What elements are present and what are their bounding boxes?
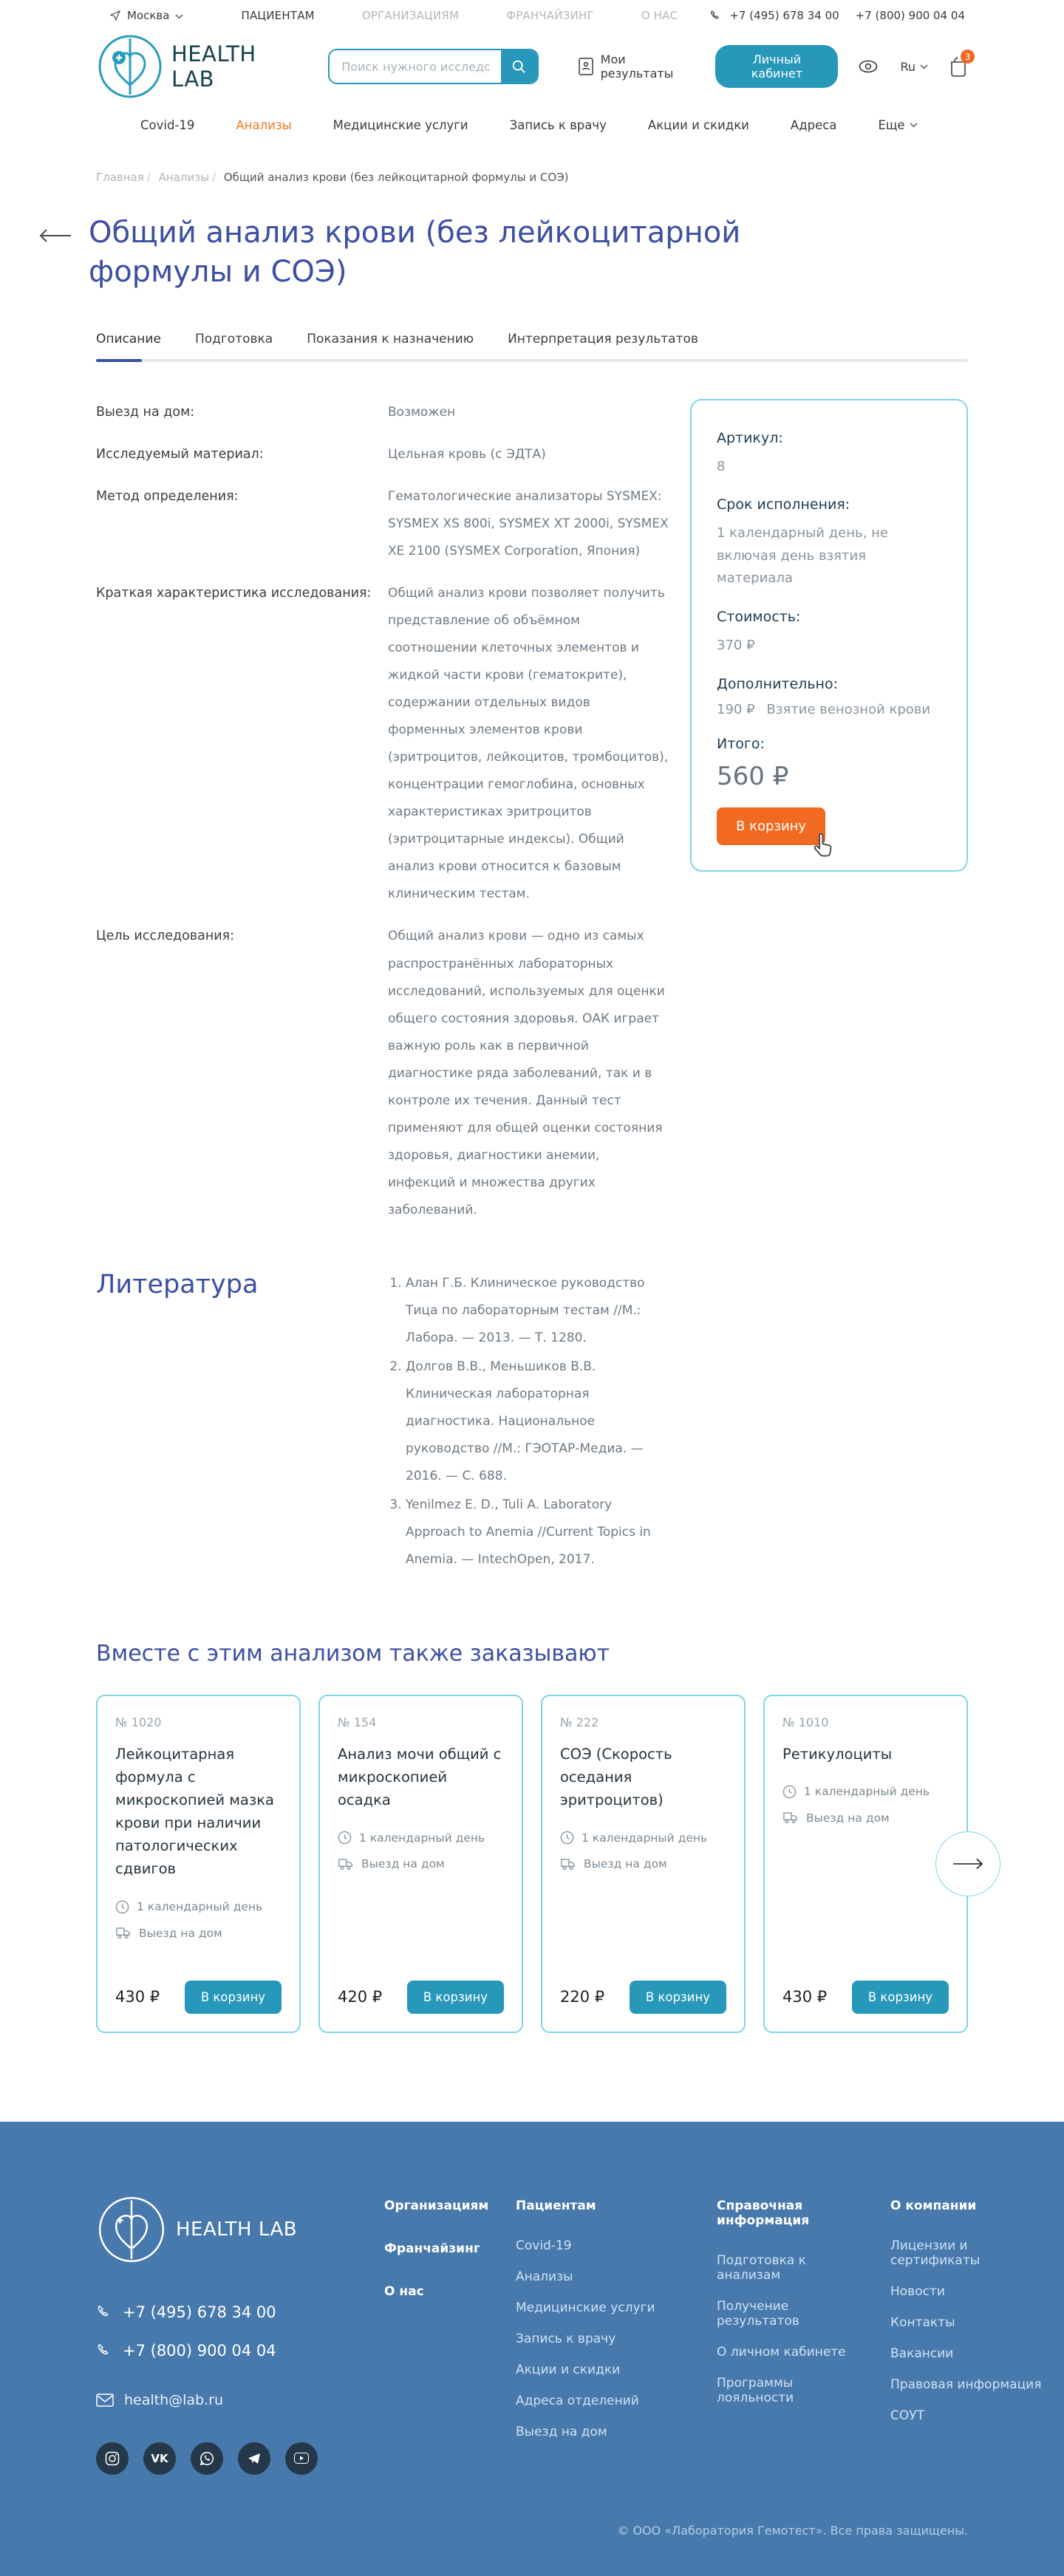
footer-link[interactable]: Программы лояльности [717,2375,794,2405]
phone-number-1[interactable]: +7 (495) 678 34 00 [729,9,839,22]
product-add-to-cart-button[interactable]: В корзину [852,1981,949,2014]
footer-link[interactable]: Новости [890,2283,945,2299]
nav-analyzes[interactable]: Анализы [236,118,292,132]
footer-link[interactable]: Акции и скидки [516,2362,621,2377]
literature-item: 3. Yenilmez E. D., Tuli A. Laboratory Approach to Anemia //Current Topics in Anemia. — IntechOpen, 2017. [406,1492,670,1574]
back-arrow-icon[interactable] [38,228,72,243]
product-title: Лейкоцитарная формула с микроскопией мазка крови при наличии патологических сдвигов [115,1745,274,1878]
nav-promotions[interactable]: Акции и скидки [647,118,749,132]
topbar-link-organizations[interactable]: ОРГАНИЗАЦИЯМ [361,9,460,22]
product-number: № 1020 [115,1715,162,1729]
vk-icon[interactable]: VK [143,2442,176,2475]
nav-medical-services[interactable]: Медицинские услуги [332,118,468,132]
tabs [96,332,968,362]
mouse-cursor-hand [812,832,837,860]
price-label: Стоимость: [717,608,801,625]
description-section [96,399,968,1224]
home-visit-text: Выезд на дом [361,1857,445,1871]
results-document-icon [579,58,593,75]
envelope-icon [96,2394,114,2407]
footer-column-header[interactable]: Справочная информация [717,2198,810,2228]
order-summary-card [690,399,968,872]
footer-link[interactable]: Получение результатов [717,2298,799,2329]
my-results-label: Мои результаты [600,52,674,81]
related-products-section [96,1641,968,2033]
footer-logo[interactable] [96,2194,384,2265]
topbar-link-about[interactable]: О НАС [641,9,678,22]
footer-contacts [96,2194,384,2475]
chevron-down-icon [175,14,183,19]
footer-link[interactable]: Адреса отделений [516,2393,639,2408]
term-text: 1 календарный день [359,1831,485,1845]
telegram-icon[interactable] [238,2442,270,2475]
cart-count-badge: 3 [961,49,975,64]
cart-button[interactable] [949,51,971,78]
topbar-link-franchise[interactable]: ФРАНЧАЙЗИНГ [506,9,594,22]
phone-number-2[interactable]: +7 (800) 900 04 04 [855,9,965,22]
breadcrumb [96,171,968,184]
search-input[interactable] [330,50,501,83]
clock-icon [560,1831,574,1845]
product-title: Ретикулоциты [782,1745,893,1763]
footer-link[interactable]: Правовая информация [890,2377,1042,2392]
product-price: 430 ₽ [782,1988,828,2006]
footer-link[interactable]: Контакты [890,2314,955,2330]
arrow-right-icon [952,1858,983,1870]
term-label: Срок исполнения: [717,496,850,513]
language-label: Ru [900,59,915,74]
home-visit-truck-icon [782,1811,799,1824]
youtube-icon[interactable] [285,2442,318,2475]
footer-link[interactable]: Лицензии и сертификаты [890,2238,981,2268]
page-main [0,171,1064,2033]
home-visit-text: Выезд на дом [584,1857,667,1871]
accessibility-eye-icon[interactable] [859,60,878,73]
footer-link[interactable]: О личном кабинете [717,2344,846,2360]
product-title: СОЭ (Скорость оседания эритроцитов) [560,1745,672,1808]
city-selector[interactable] [96,9,183,22]
footer-phone-2[interactable]: +7 (800) 900 04 04 [123,2341,276,2360]
footer-column-organizations [384,2199,495,2475]
tab-description[interactable]: Описание [96,331,161,346]
add-to-cart-button[interactable] [717,807,825,845]
detail-value: Гематологические анализаторы SYSMEX: SYSMEX XS 800i, SYSMEX XT 2000i, SYSMEX XE 2100 (SYSMEX Corporation, Япония) [388,488,669,558]
term-text: 1 календарный день [137,1900,263,1914]
breadcrumb-analyzes[interactable]: / Анализы [144,171,209,184]
home-visit-text: Выезд на дом [139,1926,222,1940]
copyright-text: © ООО «Лаборатория Гемотест». Все права защищены. [617,2523,968,2538]
carousel-next-button[interactable] [935,1831,1000,1896]
healthlab-logo-icon [96,33,164,100]
literature-item: 2. Долгов В.В., Меньшиков В.В. Клиническая лабораторная диагностика. Национальное руководство //М.: ГЭОТАР-Медиа. — 2016. — С. 688. [406,1353,670,1490]
breadcrumb-current: / Общий анализ крови (без лейкоцитарной формулы и СОЭ) [209,171,569,184]
product-card[interactable] [96,1695,301,2033]
whatsapp-icon[interactable] [191,2442,223,2475]
product-price: 430 ₽ [115,1988,160,2006]
product-number: № 222 [560,1715,599,1729]
social-links [96,2442,384,2475]
language-selector[interactable] [900,60,928,74]
home-visit-truck-icon [560,1858,576,1870]
footer-column-reference [717,2199,868,2475]
footer-column-company [890,2199,1042,2475]
healthlab-logo-icon-white [96,2194,167,2265]
home-visit-truck-icon [338,1858,354,1870]
term-text: 1 календарный день [804,1785,930,1799]
detail-label: Выезд на дом: [96,404,195,420]
search-button[interactable] [501,50,536,83]
tab-interpretation[interactable]: Интерпретация результатов [508,331,698,346]
footer-link[interactable]: Вакансии [890,2346,954,2361]
brand-name: HEALTH LAB [171,41,256,92]
product-add-to-cart-button[interactable]: В корзину [630,1981,726,2014]
related-section-title: Вместе с этим анализом также заказывают [96,1640,610,1667]
detail-label: Метод определения: [96,488,239,504]
city-label: Москва [127,9,170,22]
phone-icon [96,2304,112,2320]
footer-link[interactable]: СОУТ [890,2408,924,2423]
page-title: Общий анализ крови (без лейкоцитарной формулы и СОЭ) [89,216,741,289]
clock-icon [115,1900,129,1914]
breadcrumb-home[interactable]: Главная [96,171,144,184]
location-icon [109,10,121,21]
detail-label: Краткая характеристика исследования: [96,585,372,601]
home-visit-truck-icon [115,1927,132,1939]
brand-logo[interactable] [96,33,273,100]
nav-more[interactable] [878,118,917,132]
footer-link[interactable]: Медицинские услуги [516,2300,655,2315]
footer-phone-1[interactable]: +7 (495) 678 34 00 [123,2303,276,2321]
product-number: № 1010 [782,1715,829,1729]
footer-column-patients [516,2199,664,2475]
extra-label: Дополнительно: [717,675,838,692]
audience-menu [241,9,678,22]
instagram-icon[interactable] [96,2442,129,2475]
nav-doctor-appointment[interactable]: Запись к врачу [509,118,607,132]
add-to-cart-label: В корзину [736,818,807,834]
tab-indications[interactable]: Показания к назначению [307,331,474,346]
product-card[interactable] [318,1695,523,2033]
footer-link[interactable]: Covid-19 [516,2238,572,2253]
topbar-link-patients[interactable]: ПАЦИЕНТАМ [241,9,315,22]
site-footer [0,2122,1064,2576]
total-value: 560 ₽ [717,761,789,791]
detail-value: Общий анализ крови — одно из самых распространённых лабораторных исследований, используемых для оценки общего состояния здоровья. ОАК играет важную роль как в первичной диагностике ряда заболеваний, так и в контроле их течения. Данный тест применяют для общей оценки состояния здоровья, диагностики анемии, инфекций и множества других заболеваний. [388,929,665,1217]
main-navigation [96,118,968,144]
product-price: 220 ₽ [560,1988,605,2006]
footer-link-organizations[interactable]: Организациям [384,2198,489,2213]
product-title: Анализ мочи общий с микроскопией осадка [338,1745,502,1808]
tab-active-indicator [96,359,142,362]
footer-email[interactable]: health@lab.ru [124,2391,224,2408]
nav-addresses[interactable]: Адреса [790,118,837,132]
footer-brand-name: HEALTH LAB [176,2218,298,2241]
literature-item: 1. Алан Г.Б. Клиническое руководство Тица по лабораторным тестам //М.: Лабора. — 2013. — Т. 1280. [406,1270,670,1352]
header-phones [709,9,968,22]
footer-link-about-us[interactable]: О нас [384,2283,424,2299]
phone-icon [709,10,722,22]
clock-icon [782,1785,797,1799]
article-value: 8 [717,458,726,474]
term-value: 1 календарный день, не включая день взятия материала [717,525,888,587]
account-button[interactable]: Личный кабинет [715,45,838,88]
clock-icon [338,1831,352,1845]
literature-list [388,1270,670,1576]
search-icon [511,58,527,75]
tab-underline-track [96,359,968,362]
footer-link[interactable]: Анализы [516,2269,573,2284]
footer-column-header[interactable]: О компании [890,2198,977,2213]
total-label: Итого: [717,735,765,752]
home-visit-text: Выезд на дом [806,1811,890,1825]
price-value: 370 ₽ [717,637,755,653]
detail-row [96,923,968,1224]
detail-label: Цель исследования: [96,929,235,944]
phone-icon [96,2343,112,2359]
footer-link[interactable]: Выезд на дом [516,2424,607,2439]
product-add-to-cart-button[interactable]: В корзину [407,1981,504,2014]
nav-more-label: Еще [878,118,905,132]
my-results-link[interactable] [579,52,683,81]
extra-price: 190 ₽ [717,701,755,717]
footer-link-franchise[interactable]: Франчайзинг [384,2241,480,2256]
term-text: 1 календарный день [582,1831,708,1845]
product-add-to-cart-button[interactable]: В корзину [185,1981,282,2014]
footer-column-header[interactable]: Пациентам [516,2198,596,2213]
nav-covid[interactable]: Covid-19 [140,118,195,132]
search-bar [328,49,538,84]
chevron-down-icon [910,123,918,128]
footer-link[interactable]: Запись к врачу [516,2331,616,2346]
product-price: 420 ₽ [338,1988,383,2006]
product-card[interactable] [541,1695,746,2033]
detail-value: Возможен [388,404,456,420]
chevron-down-icon [920,64,928,69]
site-header [0,0,1064,144]
literature-title: Литература [96,1270,259,1299]
detail-value: Цельная кровь (с ЭДТА) [388,446,546,462]
detail-value: Общий анализ крови позволяет получить представление об объёмном соотношении клеточных элементов и жидкой части крови (гематокрите), содержании отдельных видов форменных элементов крови (эритроцитов, лейкоцитов, тромбоцитов), концентрации гемоглобина, основных характеристиках эритроцитов (эритроцитарные индексы). Общий анализ крови относится к базовым клиническим тестам. [388,585,669,902]
product-number: № 154 [338,1715,377,1729]
extra-service-name: Взятие венозной крови [766,701,931,717]
detail-label: Исследуемый материал: [96,446,264,462]
article-label: Артикул: [717,429,783,446]
footer-link[interactable]: Подготовка к анализам [717,2252,806,2283]
tab-preparation[interactable]: Подготовка [194,331,273,346]
literature-section [96,1270,968,1576]
